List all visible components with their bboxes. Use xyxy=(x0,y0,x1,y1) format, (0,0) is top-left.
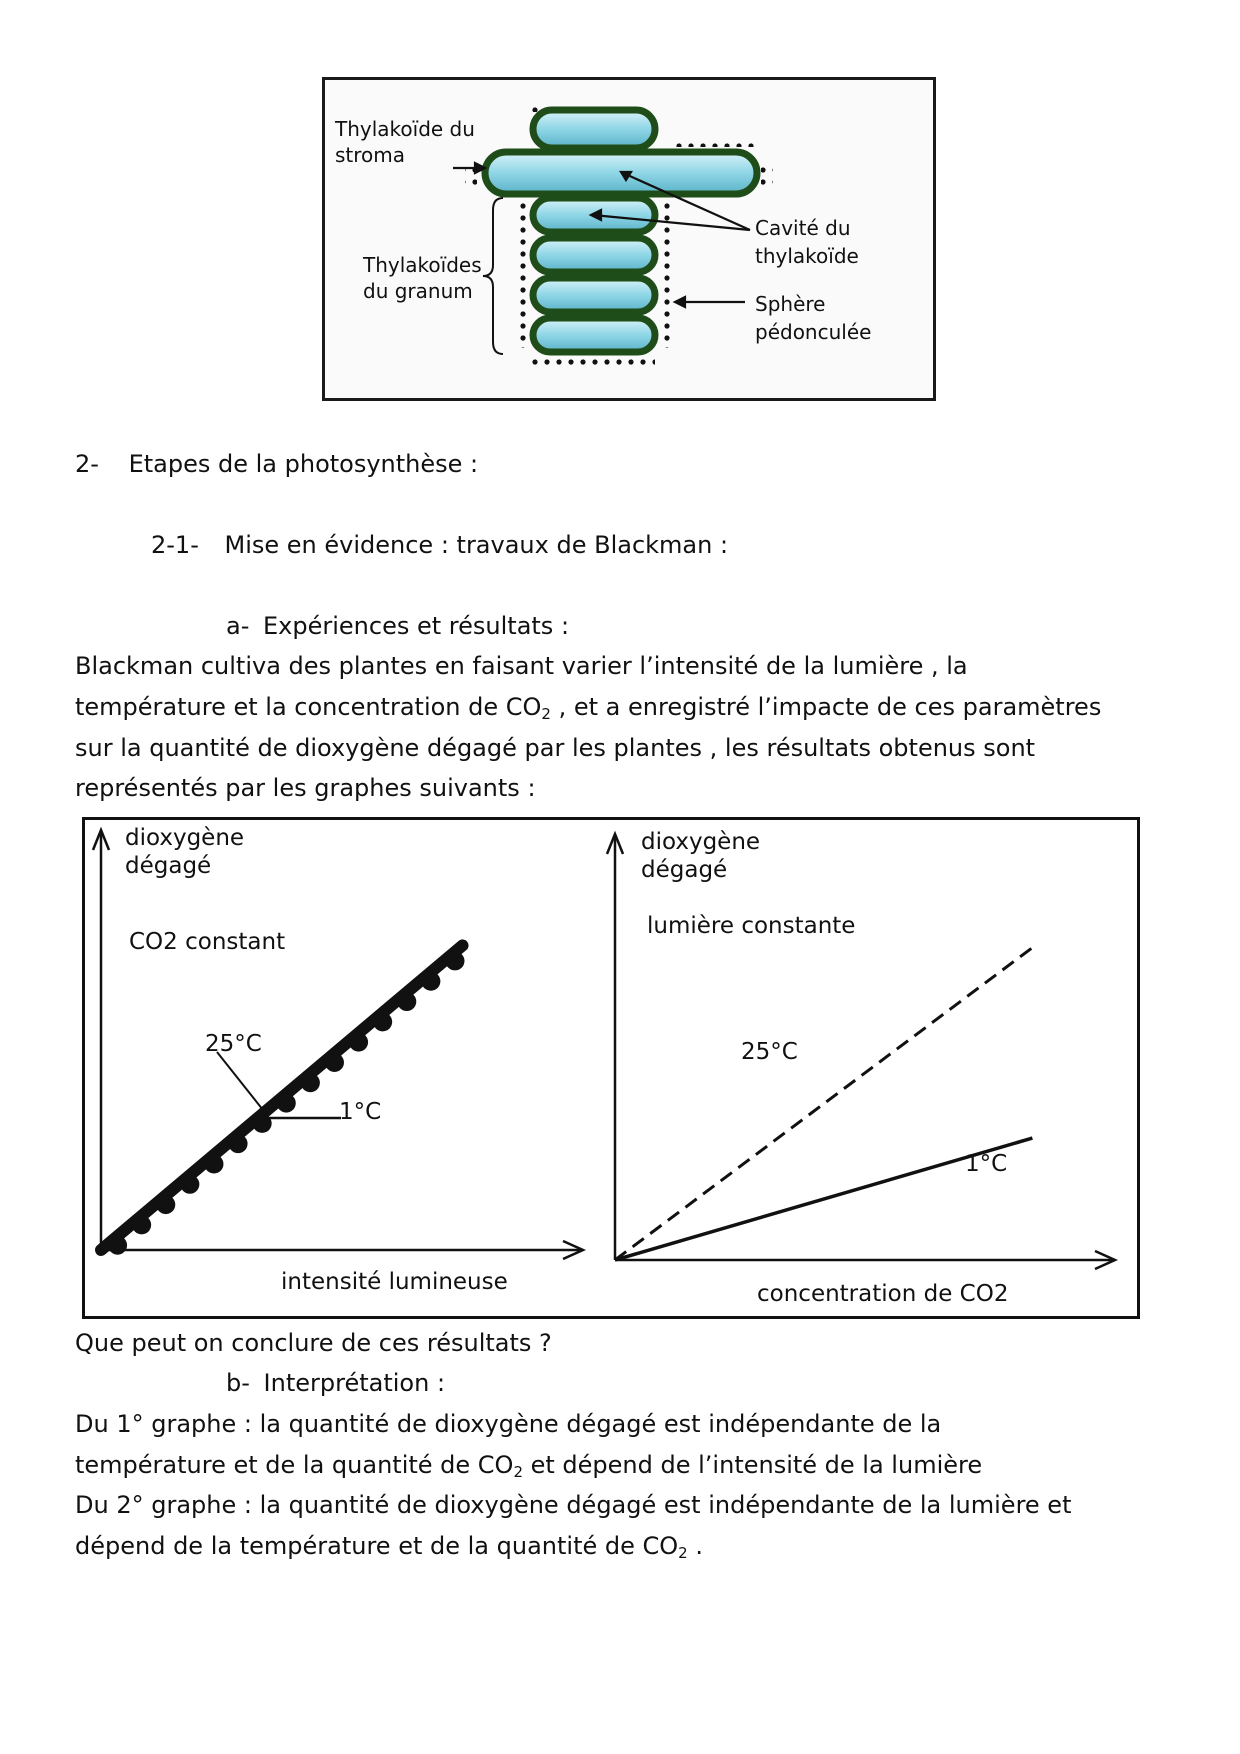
graph2-condition: lumière constante xyxy=(647,913,856,939)
axis-label-line: dégagé xyxy=(641,857,728,883)
question-line: Que peut on conclure de ces résultats ? xyxy=(75,1329,552,1357)
graph2-series-25c xyxy=(615,948,1032,1260)
thylakoid-disc xyxy=(533,278,655,312)
axis-label-line: dégagé xyxy=(125,853,212,879)
text-span: température et la concentration de CO xyxy=(75,693,542,721)
label-stroma-thylakoid xyxy=(335,116,475,168)
label-line: Thylakoïde du xyxy=(335,117,475,141)
label-granum-thylakoids xyxy=(363,252,482,304)
thylakoid-disc xyxy=(533,238,655,272)
graph1-series-25c-bump xyxy=(325,1053,344,1072)
subscript: 2 xyxy=(678,1544,688,1562)
graph1-series-25c-bump xyxy=(253,1114,272,1133)
label-line: Thylakoïdes xyxy=(363,253,482,277)
text-span: température et de la quantité de CO xyxy=(75,1451,514,1479)
graph1-xlabel: intensité lumineuse xyxy=(281,1269,508,1295)
graph1-series-label-25c: 25°C xyxy=(205,1031,262,1057)
graph1-series-25c-bump xyxy=(397,992,416,1011)
item-label: b- xyxy=(226,1369,250,1397)
item-text: Expériences et résultats : xyxy=(263,612,570,640)
graph2-xlabel: concentration de CO2 xyxy=(757,1281,1009,1307)
interpretation-line xyxy=(75,1450,982,1480)
graph1-ylabel xyxy=(125,824,244,880)
graph1-series-25c-bump xyxy=(229,1134,248,1153)
graph1-condition: CO2 constant xyxy=(129,929,286,955)
label-stalked-sphere xyxy=(755,290,871,346)
label-line: du granum xyxy=(363,279,473,303)
text-span: dépend de la température et de la quantité de CO xyxy=(75,1532,679,1560)
paragraph-line: représentés par les graphes suivants : xyxy=(75,774,536,802)
graph2-series-label-1c: 1°C xyxy=(965,1151,1008,1177)
graph1-leader-25c xyxy=(217,1052,263,1110)
subscript: 2 xyxy=(513,1463,523,1481)
granum-stack xyxy=(465,102,773,366)
axis-label-line: dioxygène xyxy=(641,829,761,855)
item-b-heading xyxy=(226,1368,445,1398)
subsection-heading xyxy=(151,530,728,560)
label-thylakoid-cavity xyxy=(755,214,859,270)
graph1-series-25c-bump xyxy=(349,1033,368,1052)
subheading-text: Mise en évidence : travaux de Blackman : xyxy=(224,531,729,559)
granum-brace xyxy=(483,198,503,354)
label-line: Sphère xyxy=(755,292,826,316)
interpretation-line xyxy=(75,1531,703,1561)
item-text: Interprétation : xyxy=(263,1369,446,1397)
subscript: 2 xyxy=(541,705,551,723)
text-span: et dépend de l’intensité de la lumière xyxy=(523,1451,983,1479)
axis-label-line: dioxygène xyxy=(125,825,245,851)
graphs-canvas xyxy=(85,820,1137,1316)
graph2-ylabel xyxy=(641,828,760,884)
label-line: Cavité du xyxy=(755,216,851,240)
graph1-series-25c-bump xyxy=(421,972,440,991)
paragraph-line: Blackman cultiva des plantes en faisant varier l’intensité de la lumière , la xyxy=(75,652,968,680)
thylakoid-diagram xyxy=(322,77,936,401)
graph1-series-25c-bump xyxy=(180,1175,199,1194)
label-line: stroma xyxy=(335,143,406,167)
subheading-number: 2-1- xyxy=(151,531,199,559)
thylakoid-disc xyxy=(533,318,655,352)
label-line: pédonculée xyxy=(755,320,872,344)
graph1-series-25c-bump xyxy=(277,1094,296,1113)
graph1-series-25c-bump xyxy=(204,1154,223,1173)
thylakoid-disc-top xyxy=(533,110,655,148)
blackman-graphs xyxy=(82,817,1140,1319)
label-line: thylakoïde xyxy=(755,244,859,268)
text-span: . xyxy=(687,1532,703,1560)
item-label: a- xyxy=(226,612,250,640)
item-a-heading xyxy=(226,611,569,641)
graph1-series-25c-bump xyxy=(301,1073,320,1092)
section-heading xyxy=(75,449,478,479)
graph1-series-25c-bump xyxy=(373,1012,392,1031)
paragraph-line xyxy=(75,692,1101,722)
graph1-series-label-1c: 1°C xyxy=(339,1099,382,1125)
graph1-series-25c-bump xyxy=(132,1215,151,1234)
graph1-series-25c-bump xyxy=(108,1236,127,1255)
heading-number: 2- xyxy=(75,450,99,478)
heading-text: Etapes de la photosynthèse : xyxy=(128,450,479,478)
interpretation-line: Du 2° graphe : la quantité de dioxygène dégagé est indépendante de la lumière et xyxy=(75,1491,1072,1519)
text-span: , et a enregistré l’impacte de ces paramètres xyxy=(550,693,1102,721)
paragraph-line: sur la quantité de dioxygène dégagé par les plantes , les résultats obtenus sont xyxy=(75,734,1036,762)
graph1-series-25c-bump xyxy=(156,1195,175,1214)
interpretation-line: Du 1° graphe : la quantité de dioxygène dégagé est indépendante de la xyxy=(75,1410,942,1438)
graph1-series-25c-bump xyxy=(445,951,464,970)
graph2-series-label-25c: 25°C xyxy=(741,1039,798,1065)
